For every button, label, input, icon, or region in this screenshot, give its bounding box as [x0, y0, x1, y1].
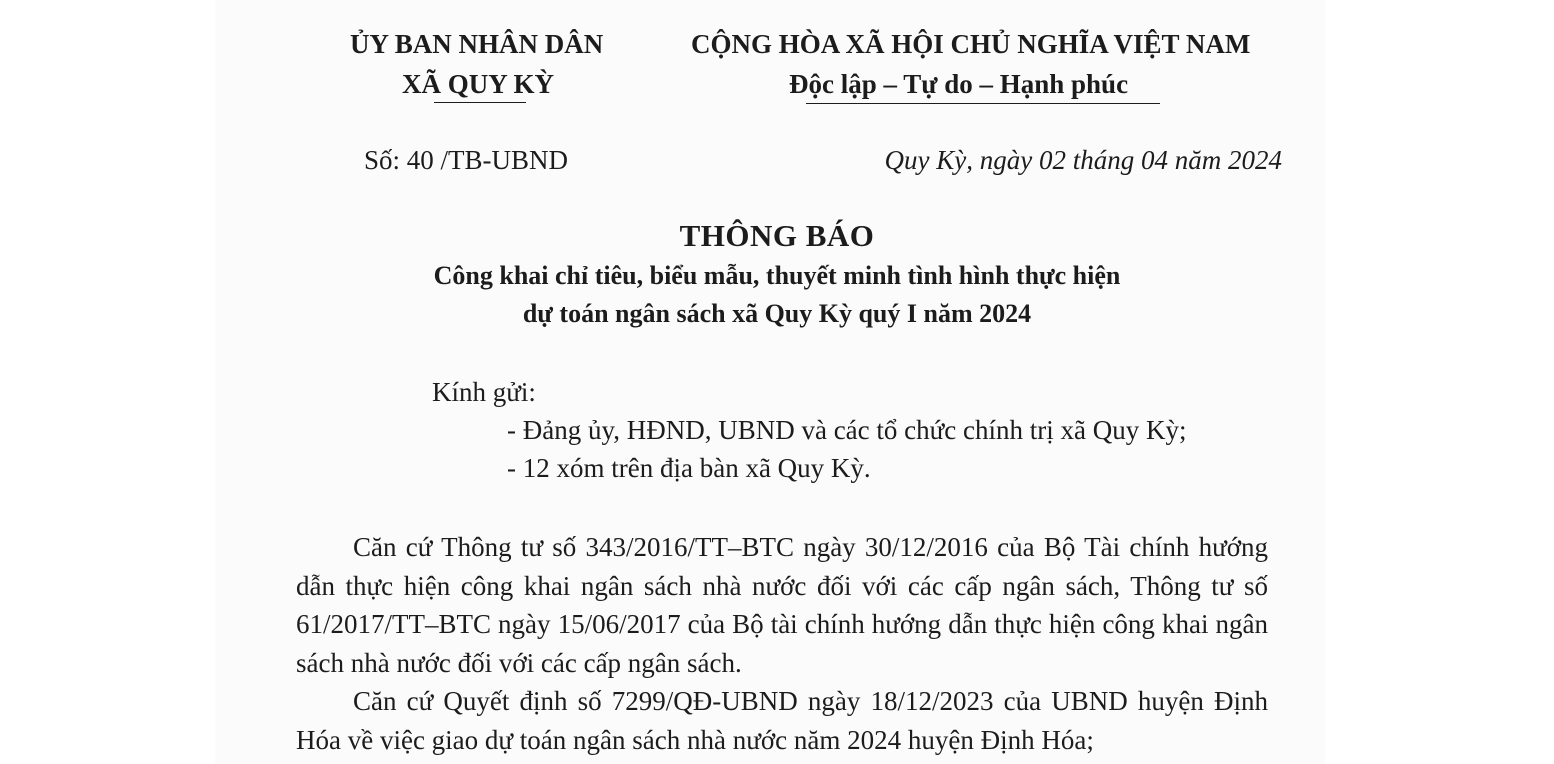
recipient-item: - 12 xóm trên địa bàn xã Quy Kỳ. — [507, 453, 871, 483]
issuing-commune: XÃ QUY KỲ — [402, 69, 554, 99]
issuing-authority: ỦY BAN NHÂN DÂN — [350, 29, 604, 59]
body-paragraph: Căn cứ Quyết định số 7299/QĐ-UBND ngày 18/12/2023 của UBND huyện Định Hóa về việc giao dự toán ngân sách nhà nước năm 2024 huyện Định Hóa; — [296, 686, 1268, 755]
recipient-item: - Đảng ủy, HĐND, UBND và các tổ chức chính trị xã Quy Kỳ; — [507, 415, 1187, 445]
document-title: THÔNG BÁO — [679, 218, 875, 253]
document-subtitle-line-2: dự toán ngân sách xã Quy Kỳ quý I năm 2024 — [522, 299, 1032, 328]
document-number: Số: 40 /TB-UBND — [364, 145, 569, 175]
place-and-date: Quy Kỳ, ngày 02 tháng 04 năm 2024 — [884, 145, 1282, 175]
motto-underline — [806, 103, 1160, 104]
authority-underline — [434, 102, 526, 103]
document-subtitle-line-1: Công khai chỉ tiêu, biểu mẫu, thuyết minh tình hình thực hiện — [433, 261, 1121, 290]
recipients-label: Kính gửi: — [432, 377, 536, 407]
national-title: CỘNG HÒA XÃ HỘI CHỦ NGHĨA VIỆT NAM — [691, 29, 1251, 59]
body-paragraph: Căn cứ Thông tư số 343/2016/TT–BTC ngày 30/12/2016 của Bộ Tài chính hướng dẫn thực hiện công khai ngân sách nhà nước đối với các cấp ngân sách, Thông tư số 61/2017/TT–BTC ngày 15/06/2017 của Bộ tài chính hướng dẫn thực hiện công khai ngân sách nhà nước đối với các cấp ngân sách. — [296, 532, 1268, 678]
national-motto: Độc lập – Tự do – Hạnh phúc — [789, 69, 1129, 99]
